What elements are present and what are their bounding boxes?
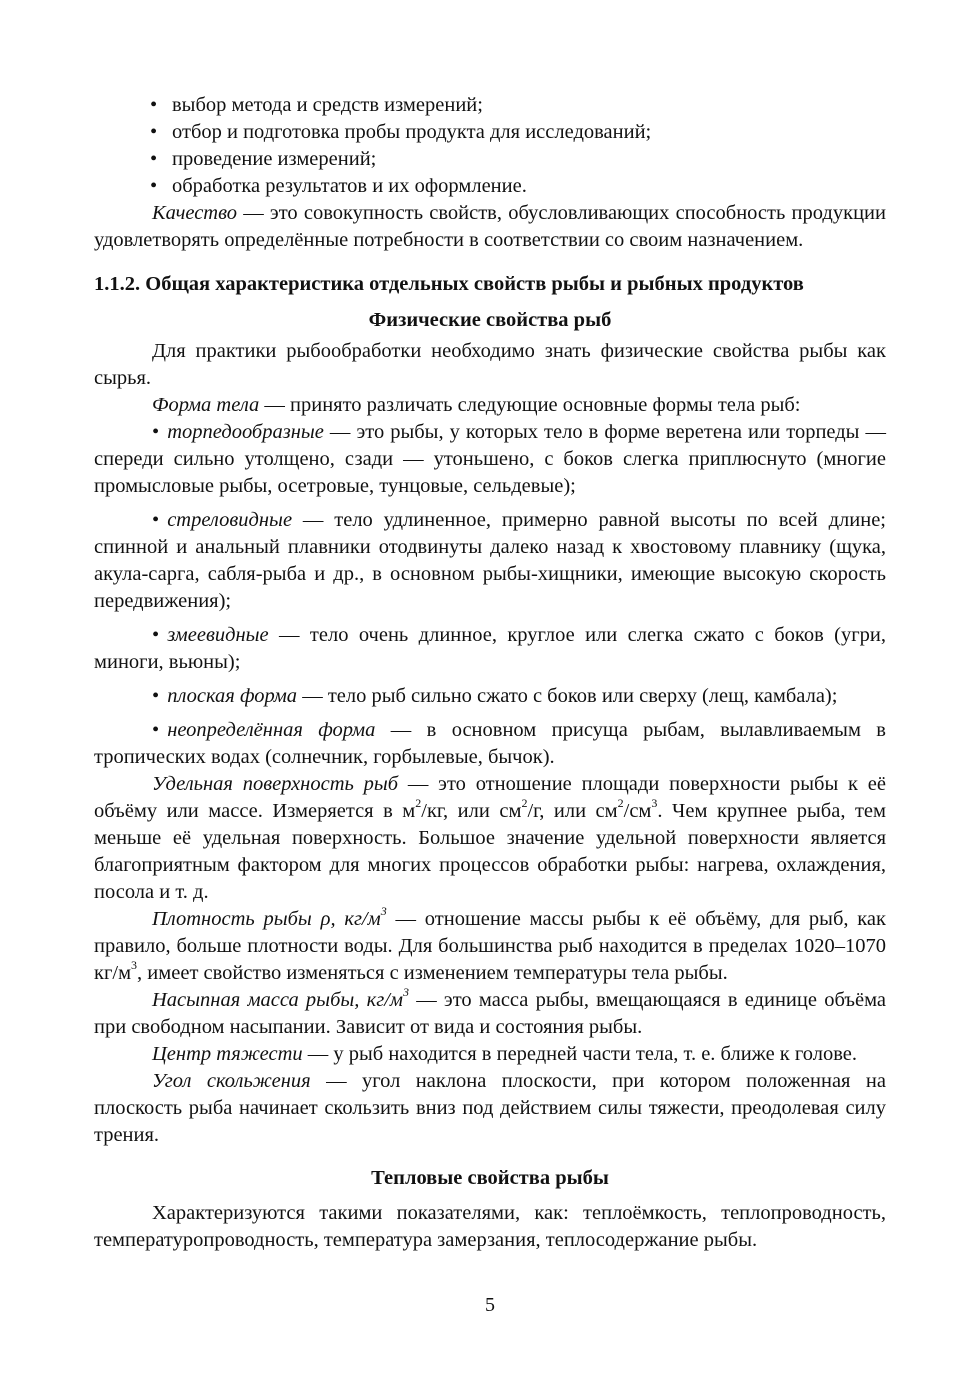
arrow-text: — тело удлиненное, примерно равной высоты по всей длине; спинной и анальный плавники отодвинуты далеко назад к хвостовому плавнику (щука, акула-сарга, сабля-рыба и др., в основном рыбы-хищники, имеющие высокую скорость передвижения);	[94, 509, 886, 612]
list-item: • отбор и подготовка пробы продукта для исследований;	[94, 119, 886, 146]
gravity-text: — у рыб находится в передней части тела, т. е. ближе к голове.	[302, 1043, 858, 1065]
surface-sup-3: 2	[617, 796, 624, 811]
subheading-thermal-properties: Тепловые свойства рыбы	[371, 1167, 609, 1189]
paragraph-quality-definition	[94, 200, 886, 254]
density-text-2: , имеет свойство изменяться с изменением температуры тела рыбы.	[137, 962, 728, 984]
term-body-form: Форма тела	[152, 394, 260, 416]
surface-sup-1: 2	[415, 796, 422, 811]
bulk-text: — это масса рыбы, вмещающаяся в единице объёма при свободном насыпании. Зависит от вида и состояния рыбы.	[94, 989, 886, 1038]
paragraph-center-of-gravity	[94, 1041, 886, 1068]
bulk-term-text: Насыпная масса рыбы, кг/м	[152, 989, 403, 1011]
term-quality: Качество	[152, 202, 237, 224]
section-heading: 1.1.2. Общая характеристика отдельных свойств рыбы и рыбных продуктов	[94, 273, 804, 295]
paragraph-thermal: Характеризуются такими показателями, как: теплоёмкость, теплопроводность, температуропроводность, температура замерзания, теплосодержание рыбы.	[94, 1202, 886, 1251]
list-item-snake-form	[94, 622, 886, 676]
density-sup: 3	[131, 958, 138, 973]
list-item-flat-form	[94, 683, 886, 710]
surface-text-3: /г, или см	[527, 800, 618, 822]
term-bulk-mass	[152, 985, 409, 1011]
density-term-sup: 3	[380, 904, 387, 919]
list-item: • выбор метода и средств измерений;	[94, 92, 886, 119]
surface-text-1: — это отношение площади поверхности рыбы к её объёму или массе. Измеряется в м	[94, 773, 886, 822]
list-item-arrow-form	[94, 507, 886, 615]
list-item-undefined-form	[94, 717, 886, 771]
term-snake: змеевидные	[167, 624, 269, 646]
paragraph-slide-angle	[94, 1068, 886, 1149]
term-center-of-gravity: Центр тяжести	[152, 1043, 303, 1065]
surface-sup-4: 3	[651, 796, 658, 811]
bulk-term-sup: 3	[402, 985, 409, 1000]
list-item-torpedo-form	[94, 419, 886, 500]
surface-sup-2: 2	[521, 796, 528, 811]
bullet-list-measurement-steps	[94, 92, 886, 200]
quality-text: — это совокупность свойств, обусловливающих способность продукции удовлетворять определённые потребности в соответствии со своим назначением.	[94, 202, 886, 251]
surface-text-5: . Чем крупнее рыба, тем меньше её удельная поверхность. Большое значение удельной поверхности является благоприятным фактором для многих процессов обработки рыбы: нагрева, охлаждения, посола и т. д.	[94, 800, 887, 903]
paragraph-body-form	[94, 392, 886, 419]
subheading-physical-properties: Физические свойства рыб	[368, 309, 612, 331]
term-arrow: стреловидные	[167, 509, 293, 531]
surface-text-4: /см	[623, 800, 652, 822]
term-torpedo: торпедообразные	[167, 421, 324, 443]
undefined-text: — в основном присуща рыбам, вылавливаемым в тропических водах (солнечник, горбылевые, бычок).	[94, 719, 886, 768]
paragraph-physical-intro: Для практики рыбообработки необходимо знать физические свойства рыбы как сырья.	[94, 340, 886, 389]
density-term-text: Плотность рыбы ρ, кг/м	[152, 908, 381, 930]
torpedo-text: — это рыбы, у которых тело в форме веретена или торпеды — спереди сильно утолщено, сзади — утоньшено, с боков слегка приплюснуто (многие промысловые рыбы, осетровые, тунцовые, сельдевые);	[94, 421, 886, 497]
paragraph-bulk-mass	[94, 987, 886, 1041]
surface-text-2: /кг, или см	[421, 800, 522, 822]
slide-text: — угол наклона плоскости, при котором положенная на плоскость рыба начинает скользить вниз под действием силы тяжести, преодолевая силу трения.	[94, 1070, 886, 1146]
term-undefined: неопределённая форма	[167, 719, 376, 741]
list-item: • проведение измерений;	[94, 146, 886, 173]
page-number: 5	[485, 1294, 495, 1316]
term-density	[152, 904, 387, 930]
paragraph-specific-surface	[94, 771, 886, 906]
snake-text: — тело очень длинное, круглое или слегка сжато с боков (угри, миноги, вьюны);	[94, 624, 886, 673]
paragraph-density	[94, 906, 886, 987]
body-form-text: — принято различать следующие основные формы тела рыб:	[259, 394, 801, 416]
list-item: • обработка результатов и их оформление.	[94, 173, 886, 200]
term-specific-surface: Удельная поверхность рыб	[152, 773, 399, 795]
density-text-1: — отношение массы рыбы к её объёму, для рыб, как правило, больше плотности воды. Для большинства рыб находится в пределах 1020–1070 кг/м	[94, 908, 886, 984]
term-slide-angle: Угол скольжения	[152, 1070, 311, 1092]
flat-text: — тело рыб сильно сжато с боков или сверху (лещ, камбала);	[297, 685, 838, 707]
term-flat: плоская форма	[167, 685, 298, 707]
